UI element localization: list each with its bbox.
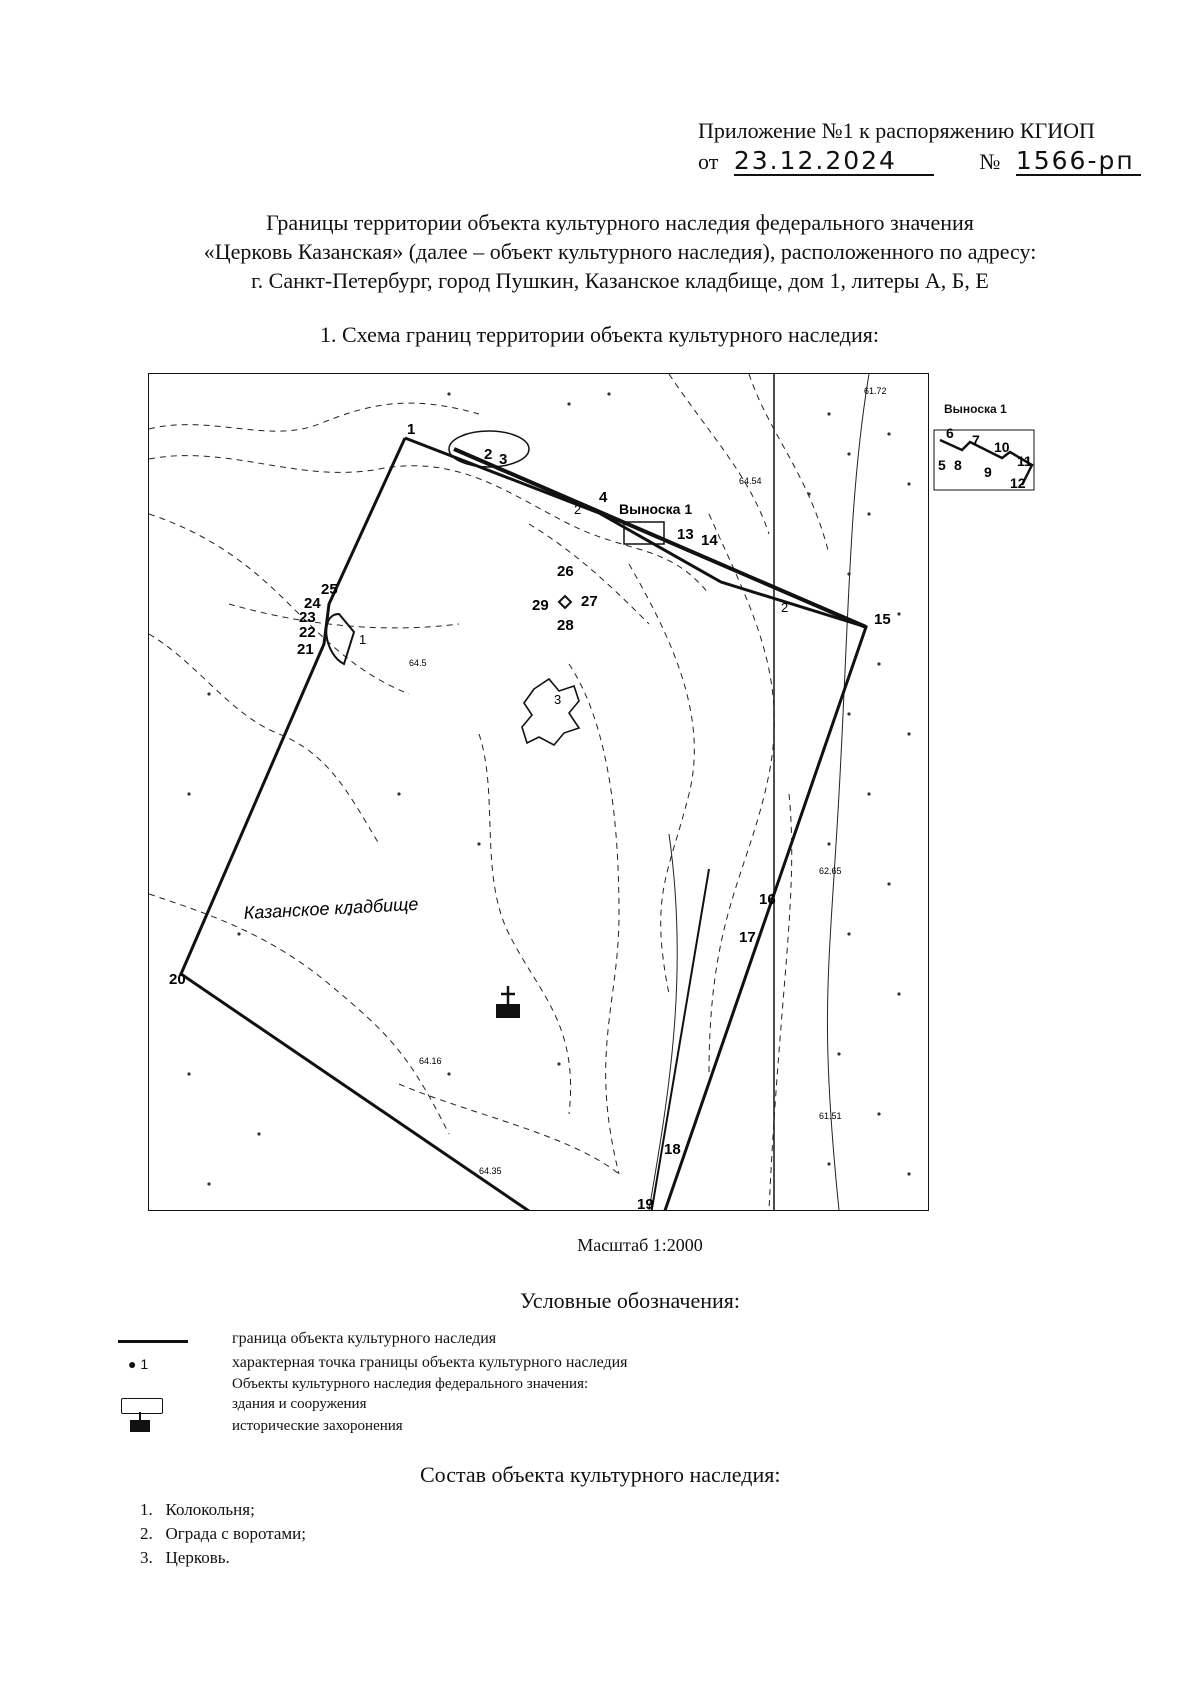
map-dots: [187, 392, 910, 1185]
stream-line: [649, 374, 869, 1210]
elevation-label: 61.72: [864, 386, 887, 396]
callout-inset: [932, 400, 1042, 500]
number-label: №: [979, 149, 1001, 174]
heritage-boundary: [181, 438, 866, 1210]
point-label-13: 13: [677, 526, 694, 543]
legend-burial-text: исторические захоронения: [232, 1418, 403, 1434]
point-label-20: 20: [169, 971, 186, 988]
order-date: 23.12.2024: [734, 148, 934, 176]
composition-item: [140, 1500, 255, 1520]
point-label-14: 14: [701, 532, 718, 549]
boundary-north-edge: [454, 449, 866, 627]
object-number-1: 1: [359, 632, 367, 647]
boundary-point-labels: [169, 421, 891, 1210]
legend-building-symbol: [121, 1398, 163, 1414]
elevation-label: 64.54: [739, 476, 762, 486]
point-label-17: 17: [739, 929, 756, 946]
composition-item: [140, 1548, 230, 1568]
section-heading-scheme: 1. Схема границ территории объекта культурного наследия:: [320, 322, 880, 347]
point-label-16: 16: [759, 891, 776, 908]
object-number-2: 2: [574, 502, 582, 517]
point-label-4: 4: [599, 489, 608, 506]
elevation-label: 64.35: [479, 1166, 502, 1176]
inset-point-12: 12: [1010, 475, 1026, 491]
legend-point-text: характерная точка границы объекта культурного наследия: [232, 1354, 628, 1371]
point-label-22: 22: [299, 624, 316, 641]
document-title-line-1: Границы территории объекта культурного наследия федерального значения: [266, 210, 974, 235]
inset-point-10: 10: [994, 439, 1010, 455]
map-scale: Масштаб 1:2000: [577, 1235, 703, 1255]
map-drawing: [149, 374, 928, 1210]
inset-point-5: 5: [938, 457, 946, 473]
belfry-outline: [326, 614, 354, 664]
composition-item-number: 3.: [140, 1548, 153, 1567]
point-label-19: 19: [637, 1196, 654, 1210]
point-label-25: 25: [321, 581, 338, 598]
legend-point-symbol: ● 1: [128, 1356, 149, 1372]
composition-title: Состав объекта культурного наследия:: [420, 1462, 781, 1487]
composition-item-number: 1.: [140, 1500, 153, 1519]
elevation-label: 64.16: [419, 1056, 442, 1066]
legend-point-number: 1: [140, 1356, 149, 1372]
callout-inset-drawing: [932, 420, 1042, 500]
composition-item-number: 2.: [140, 1524, 153, 1543]
order-reference: [698, 148, 1141, 176]
point-label-27: 27: [581, 593, 598, 610]
fence-line: [639, 869, 709, 1210]
point-label-23: 23: [299, 609, 316, 626]
document-title-line-2: «Церковь Казанская» (далее – объект культурного наследия), расположенного по адресу:: [203, 239, 1037, 264]
boundary-map: [148, 373, 929, 1211]
point-29-marker: [559, 596, 571, 608]
composition-item: [140, 1524, 306, 1544]
legend-boundary-line-symbol: [118, 1340, 188, 1343]
elevation-label: 64.5: [409, 658, 427, 668]
legend-building-text: здания и сооружения: [232, 1396, 367, 1412]
order-number: 1566-рп: [1016, 148, 1141, 176]
inset-point-11: 11: [1017, 453, 1032, 469]
elevation-label: 61.51: [819, 1111, 842, 1121]
from-label: от: [698, 149, 719, 174]
inset-point-6: 6: [946, 425, 954, 441]
inset-point-7: 7: [972, 432, 980, 448]
point-label-1: 1: [407, 421, 416, 438]
legend-heritage-heading: Объекты культурного наследия федерального значения:: [232, 1376, 589, 1392]
inset-point-8: 8: [954, 457, 962, 473]
document-title-line-3: г. Санкт-Петербург, город Пушкин, Казанское кладбище, дом 1, литеры А, Б, Е: [251, 268, 989, 293]
inset-point-9: 9: [984, 464, 992, 480]
point-label-28: 28: [557, 617, 574, 634]
legend-burial-cross: [139, 1412, 141, 1422]
point-label-24: 24: [304, 595, 321, 612]
composition-item-label: Ограда с воротами;: [165, 1524, 306, 1543]
contour-lines: [149, 374, 829, 1210]
object-number-3: 3: [554, 692, 562, 707]
composition-item-label: Колокольня;: [165, 1500, 255, 1519]
point-label-15: 15: [874, 611, 891, 628]
point-label-18: 18: [664, 1141, 681, 1158]
church-outline: [522, 679, 579, 745]
point-label-3: 3: [499, 451, 508, 468]
historic-burial-symbol: [496, 986, 520, 1018]
callout-label: Выноска 1: [619, 501, 693, 517]
legend-boundary-text: граница объекта культурного наследия: [232, 1330, 497, 1347]
elevation-label: 62.65: [819, 866, 842, 876]
point-label-26: 26: [557, 563, 574, 580]
legend-title: Условные обозначения:: [520, 1288, 741, 1313]
object-number-2-east: 2: [781, 600, 789, 615]
composition-item-label: Церковь.: [165, 1548, 230, 1567]
point-label-2: 2: [484, 446, 493, 463]
cemetery-name: Казанское кладбище: [243, 893, 419, 923]
point-label-29: 29: [532, 597, 549, 614]
point-label-21: 21: [297, 641, 314, 658]
appendix-title: Приложение №1 к распоряжению КГИОП: [698, 118, 1095, 143]
callout-inset-title: Выноска 1: [944, 402, 1007, 416]
